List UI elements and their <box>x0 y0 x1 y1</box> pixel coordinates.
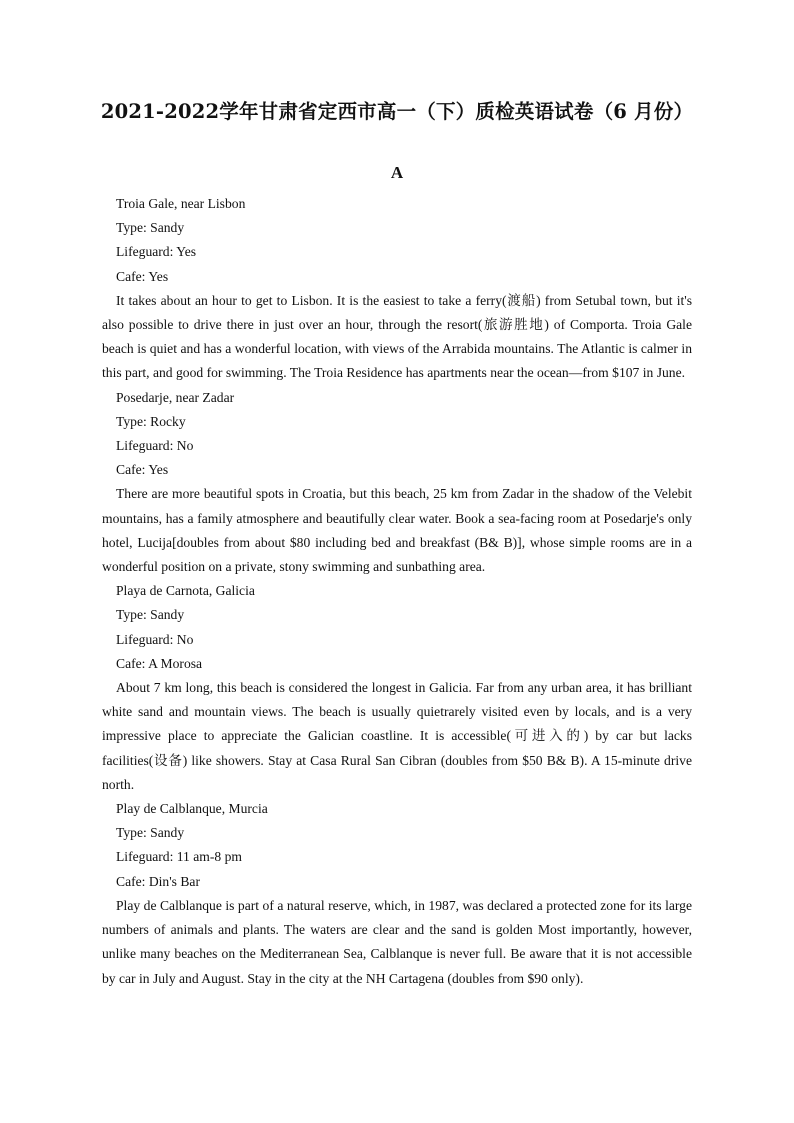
beach-cafe: Cafe: Yes <box>116 268 169 284</box>
beach-type: Type: Sandy <box>116 220 185 236</box>
beach-description: It takes about an hour to get to Lisbon. It is the easiest to take a ferry(渡船) from Setubal town, but it's also possible to drive there in just over an hour, through the resort(旅游胜地) of Comporta. Troia Gale beach is quiet and has a wonderful location, with views of the Arrabida mountains. The Atlantic is calmer in this part, and good for swimming. The Troia Residence has apartments near the ocean—from $107 in June. <box>102 292 692 381</box>
beach-type: Type: Sandy <box>116 607 185 623</box>
beach-name: Playa de Carnota, Galicia <box>116 583 255 599</box>
beach-entry <box>102 579 692 797</box>
beach-description: There are more beautiful spots in Croatia, but this beach, 25 km from Zadar in the shadow of the Velebit mountains, has a family atmosphere and beautifully clear water. Book a sea-facing room at Posedarje's only hotel, Lucija[doubles from about $80 including bed and breakfast (B& B)], whose simple rooms are in a wonderful position on a private, stony swimming and sunbathing area. <box>102 486 692 575</box>
beach-entry <box>102 192 692 386</box>
beach-lifeguard: Lifeguard: 11 am-8 pm <box>116 849 242 865</box>
beach-cafe: Cafe: A Morosa <box>116 655 203 671</box>
beach-entry <box>102 386 692 580</box>
reading-passage <box>102 192 692 991</box>
beach-lifeguard: Lifeguard: No <box>116 631 194 647</box>
beach-name: Play de Calblanque, Murcia <box>116 801 268 817</box>
beach-name: Posedarje, near Zadar <box>116 389 235 405</box>
page-title: 2021-2022学年甘肃省定西市高一（下）质检英语试卷（6 月份） <box>100 100 694 123</box>
beach-cafe: Cafe: Din's Bar <box>116 873 200 889</box>
beach-description: About 7 km long, this beach is considered the longest in Galicia. Far from any urban area, it has brilliant white sand and mountain views. The beach is usually quietrarely visited even by locals, and is a very impressive place to appreciate the Galician coastline. It is accessible(可进入的) by car but lacks facilities(设备) like showers. Stay at Casa Rural San Cibran (doubles from $50 B& B). A 15-minute drive north. <box>102 680 692 792</box>
beach-name: Troia Gale, near Lisbon <box>116 196 246 211</box>
beach-cafe: Cafe: Yes <box>116 462 169 478</box>
section-label: A <box>390 163 404 182</box>
beach-description: Play de Calblanque is part of a natural reserve, which, in 1987, was declared a protected zone for its large numbers of animals and plants. The waters are clear and the sand is golden Most importantly, however, unlike many beaches on the Mediterranean Sea, Calblanque is never full. Be aware that it is not accessible by car in July and August. Stay in the city at the NH Cartagena (doubles from $90 only). <box>102 897 692 986</box>
beach-type: Type: Rocky <box>116 413 186 429</box>
beach-type: Type: Sandy <box>116 825 185 841</box>
beach-lifeguard: Lifeguard: No <box>116 438 194 454</box>
beach-entry <box>102 797 692 991</box>
beach-lifeguard: Lifeguard: Yes <box>116 244 197 260</box>
